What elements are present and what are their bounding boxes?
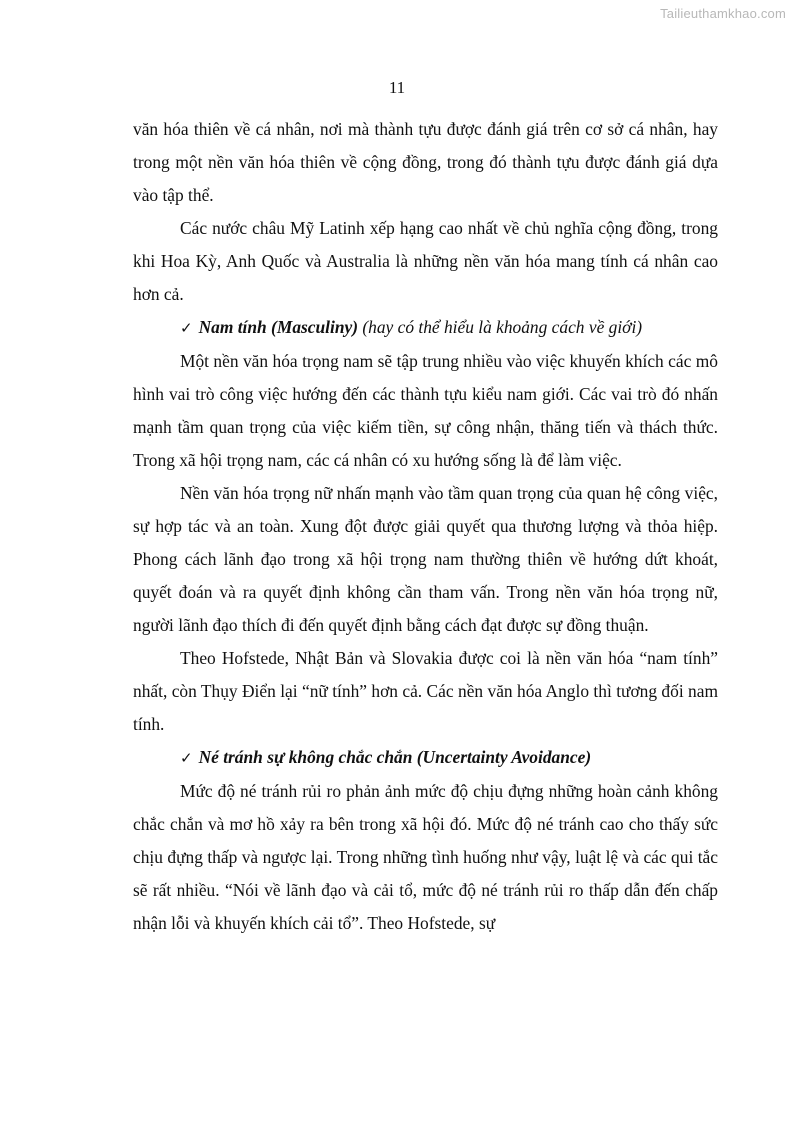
paragraph-uncertainty-avoidance: Mức độ né tránh rủi ro phản ảnh mức độ chịu đựng những hoàn cảnh không chắc chắn và mơ hồ xảy ra bên trong xã hội đó. Mức độ né tránh cao cho thấy sức chịu đựng thấp và ngược lại. Trong những tình huống như vậy, luật lệ và các qui tắc sẽ rất nhiều. “Nói về lãnh đạo và cải tổ, mức độ né tránh rủi ro thấp dẫn đến chấp nhận lỗi và khuyến khích cải tổ”. Theo Hofstede, sự — [133, 781, 718, 933]
document-body — [133, 113, 718, 940]
watermark-text: Tailieuthamkhao.com — [660, 6, 786, 21]
heading-bold-text: Né tránh sự không chắc chắn (Uncertainty Avoidance) — [198, 747, 592, 767]
paragraph-latin-america: Các nước châu Mỹ Latinh xếp hạng cao nhất về chủ nghĩa cộng đồng, trong khi Hoa Kỳ, Anh Quốc và Australia là những nền văn hóa mang tính cá nhân cao hơn cả. — [133, 218, 718, 304]
section-heading-uncertainty — [133, 741, 718, 775]
paragraph-masculine-culture: Một nền văn hóa trọng nam sẽ tập trung nhiều vào việc khuyến khích các mô hình vai trò công việc hướng đến các thành tựu kiểu nam giới. Các vai trò đó nhấn mạnh tầm quan trọng của việc kiếm tiền, sự công nhận, thăng tiến và thách thức. Trong xã hội trọng nam, các cá nhân có xu hướng sống là để làm việc. — [133, 351, 718, 470]
heading-bold-text: Nam tính (Masculiny) — [198, 317, 359, 337]
heading-italic-text: (hay có thể hiểu là khoảng cách về giới) — [358, 317, 643, 337]
paragraph-hofstede-masculinity: Theo Hofstede, Nhật Bản và Slovakia được coi là nền văn hóa “nam tính” nhất, còn Thụy Điển lại “nữ tính” hơn cả. Các nền văn hóa Anglo thì tương đối nam tính. — [133, 648, 718, 734]
page-number: 11 — [388, 78, 406, 97]
paragraph-individualism-continued: văn hóa thiên về cá nhân, nơi mà thành tựu được đánh giá trên cơ sở cá nhân, hay trong một nền văn hóa thiên về cộng đồng, trong đó thành tựu được đánh giá dựa vào tập thể. — [133, 119, 718, 205]
checkmark-icon: ✓ — [180, 319, 193, 337]
checkmark-icon: ✓ — [180, 749, 193, 767]
section-heading-masculinity — [133, 311, 718, 345]
paragraph-feminine-culture: Nền văn hóa trọng nữ nhấn mạnh vào tầm quan trọng của quan hệ công việc, sự hợp tác và an toàn. Xung đột được giải quyết qua thương lượng và thỏa hiệp. Phong cách lãnh đạo trong xã hội trọng nam thường thiên về hướng dứt khoát, quyết đoán và ra quyết định không cần tham vấn. Trong nền văn hóa trọng nữ, người lãnh đạo thích đi đến quyết định bằng cách đạt được sự đồng thuận. — [133, 483, 718, 635]
